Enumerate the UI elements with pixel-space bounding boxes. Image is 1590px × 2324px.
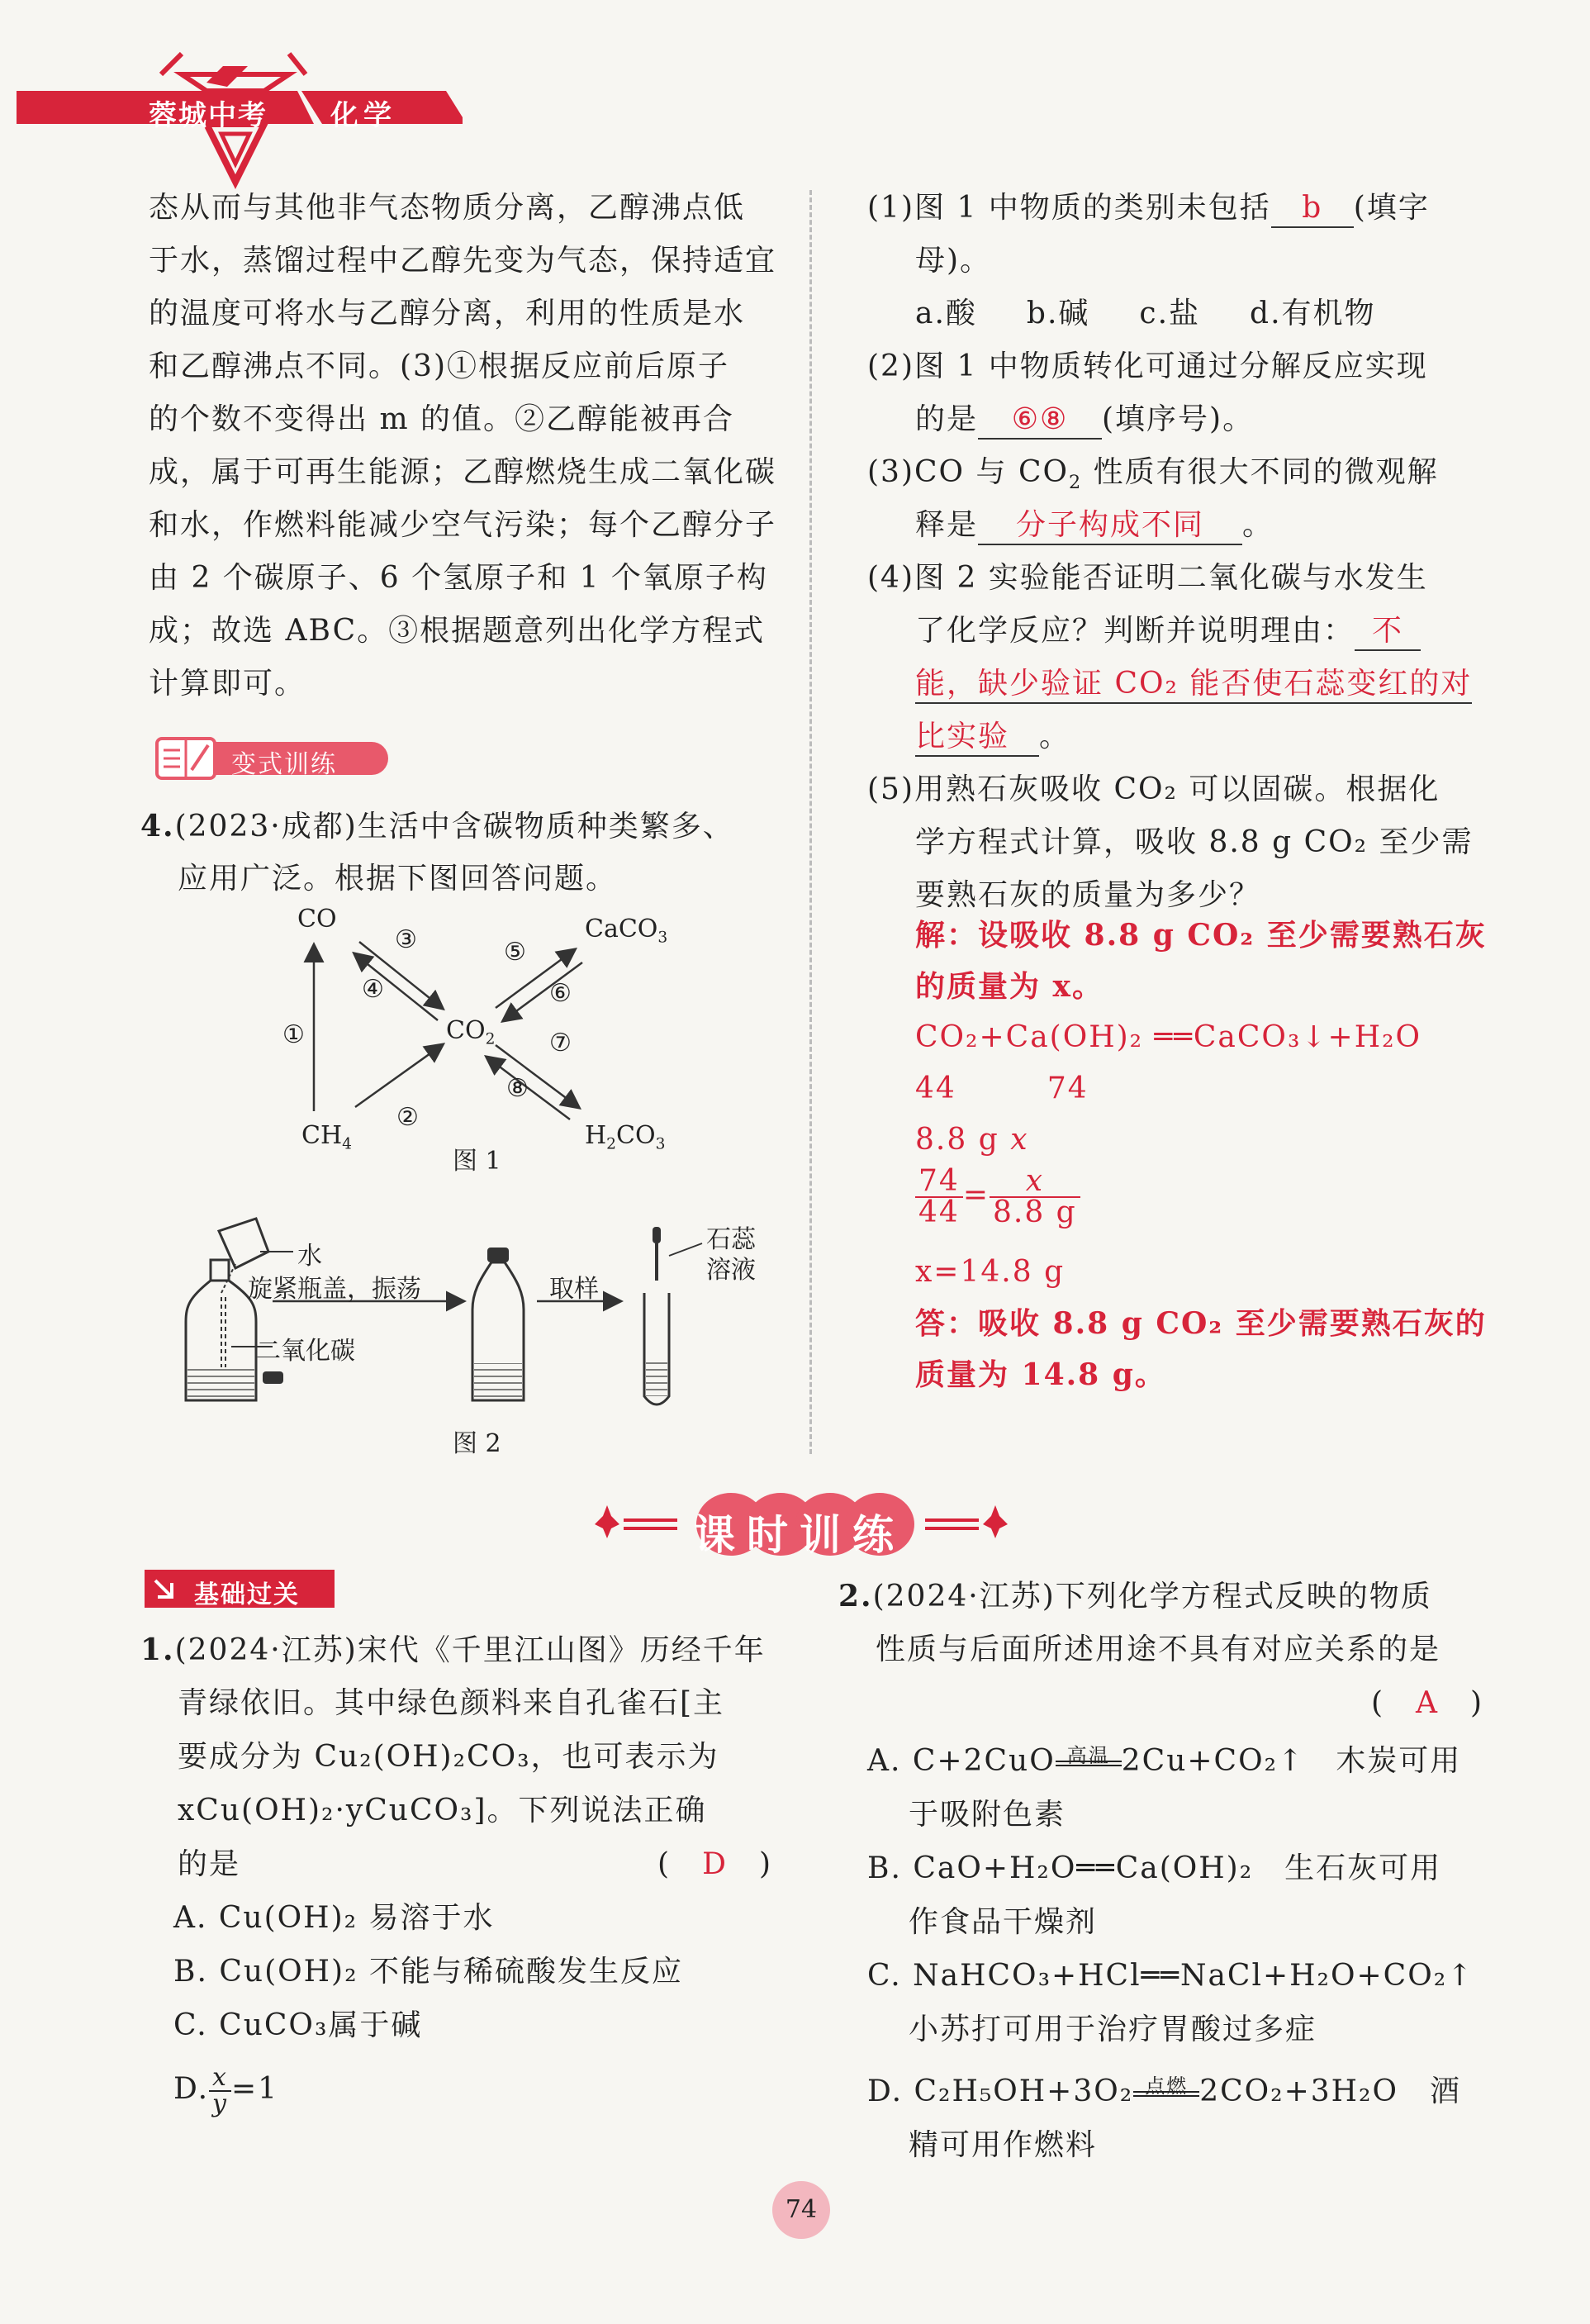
arrow-down-right-icon [151,1576,176,1601]
step-5-label: ⑤ [504,938,526,967]
text-line: 计算即可。 [149,667,306,701]
sample-label: 取样 [549,1275,599,1304]
question-2-option-c-cont: 小苏打可用于治疗胃酸过多症 [909,2013,1317,2046]
question-4-number: 4. [140,809,175,844]
question-1-option-b: B. Cu(OH)₂ 不能与稀硫酸发生反应 [173,1955,683,1989]
option-d: d.有机物 [1250,297,1376,330]
q4-part5-cont2: 要熟石灰的质量为多少？ [915,878,1261,912]
banner-title: 课时训练 [694,1511,905,1559]
step-6-label: ⑥ [549,979,572,1008]
q4-part4-answer-end: 比实验 。 [915,719,1070,757]
text-line: 成，属于可再生能源；乙醇燃烧生成二氧化碳 [149,455,777,489]
answer-line-2: 质量为 14.8 g。 [915,1357,1166,1392]
answer-line-1: 答：吸收 8.8 g CO₂ 至少需要熟石灰的 [915,1306,1487,1341]
ch4-label: $CH_4$ [301,1121,352,1153]
step-4-label: ④ [362,975,384,1004]
option-c: c.盐 [1139,297,1201,330]
figure-2-caption: 图 2 [453,1429,501,1458]
q4-part1-cont: 母)。 [915,244,992,278]
question-2-answer: A [1416,1686,1440,1720]
experiment-illustration [173,1214,768,1421]
figure-1 [273,905,702,1177]
question-2-option-d-cont: 精可用作燃料 [909,2128,1098,2162]
header [0,41,463,198]
text-line: 成；故选 ABC。③根据题意列出化学方程式 [149,614,766,648]
solution-line-1: 解：设吸收 8.8 g CO₂ 至少需要熟石灰 [915,918,1487,953]
q4-part3-cont: 释是 分子构成不同 。 [915,507,1274,545]
question-1-option-c: C. CuCO₃属于碱 [173,2008,423,2042]
caco3-label: CaCO$_3$ [585,915,668,947]
co2-gas-label: 二氧化碳 [256,1337,355,1366]
question-1-option-a: A. Cu(OH)₂ 易溶于水 [173,1901,495,1935]
question-2-answer-paren: ( A ) [1371,1686,1484,1720]
question-4-stem [140,808,734,845]
solution-line-2: 的质量为 x。 [915,969,1104,1004]
brand-name: 蓉城中考 [149,99,268,132]
q4-part4-cont: 了化学反应？判断并说明理由： 不 [915,613,1421,651]
question-2-option-d: D. C₂H₅OH+3O₂ 点燃 2CO₂+3H₂O 酒 [867,2074,1462,2108]
figure-2 [173,1214,768,1421]
question-1-line-4: xCu(OH)₂·yCuCO₃]。下列说法正确 [178,1794,707,1827]
variant-training-badge [149,737,396,780]
question-2-line-2: 性质与后面所述用途不具有对应关系的是 [876,1633,1441,1666]
lesson-training-banner [578,1487,1024,1561]
text-line: 和水，作燃料能减少空气污染；每个乙醇分子 [149,508,777,542]
question-2-option-a: A. C+2CuO 高温 2Cu+CO₂↑ 木炭可用 [867,1743,1462,1778]
question-1-answer: D [702,1847,728,1881]
question-1-line-2: 青绿依旧。其中绿色颜料来自孔雀石[主 [178,1686,725,1720]
water-label: 水 [297,1242,322,1271]
answer-blank: 分子构成不同 [978,507,1242,545]
stem-text: (2023·成都)生活中含碳物质种类繁多、 [174,810,734,844]
co2-label: $CO_2$ [446,1016,496,1048]
subject-label: 化学 [330,99,396,132]
question-1-number: 1. [140,1633,175,1667]
q4-part2: (2)图 1 中物质转化可通过分解反应实现 [867,349,1428,383]
q4-part5-cont: 学方程式计算，吸收 8.8 g CO₂ 至少需 [915,825,1474,859]
option-b: b.碱 [1026,297,1090,330]
text-line: 和乙醇沸点不同。(3)①根据反应前后原子 [149,349,729,383]
variant-training-label: 变式训练 [231,750,337,779]
text-line: 态从而与其他非气态物质分离，乙醇沸点低 [149,191,746,225]
litmus-label-2: 溶液 [706,1256,756,1285]
question-2-stem: 2.(2024·江苏)下列化学方程式反映的物质 [838,1579,1432,1613]
answer-blank: 不 [1355,613,1421,651]
h2co3-label: $H_2CO_3$ [585,1121,666,1153]
q4-part1: (1)图 1 中物质的类别未包括 b (填字 [867,190,1430,228]
question-1-line-3: 要成分为 Cu₂(OH)₂CO₃，也可表示为 [178,1740,719,1774]
molar-mass-row: 44 74 [915,1072,1089,1105]
q4-part3: (3)CO 与 $CO_2$ 性质有很大不同的微观解 [867,455,1439,493]
text-line: 的个数不变得出 m 的值。②乙醇能被再合 [149,402,735,436]
page-number-text: 74 [785,2195,818,2224]
question-2-option-a-cont: 于吸附色素 [909,1798,1066,1832]
mass-row: 8.8 g x [915,1123,1029,1157]
text-line: 于水，蒸馏过程中乙醇先变为气态，保持适宜 [149,244,777,278]
question-2-option-c: C. NaHCO₃+HCl══NaCl+H₂O+CO₂↑ [867,1959,1474,1993]
step-2-label: ② [396,1103,419,1132]
chemical-equation: CO₂+Ca(OH)₂ ══CaCO₃↓+H₂O [915,1020,1422,1054]
basic-section-badge [145,1570,335,1608]
q4-part5: (5)用熟石灰吸收 CO₂ 可以固碳。根据化 [867,772,1440,806]
q4-part2-cont: 的是 ⑥⑧ (填序号)。 [915,402,1254,440]
co-label: CO [297,905,337,934]
q4-part4: (4)图 2 实验能否证明二氧化碳与水发生 [867,561,1428,595]
text-line: 由 2 个碳原子、6 个氢原子和 1 个氧原子构 [149,561,768,595]
column-divider [809,190,812,1454]
step-3-label: ③ [395,925,417,954]
answer-blank: b [1271,190,1354,228]
step-1-label: ① [282,1020,305,1049]
question-2-option-b-cont: 作食品干燥剂 [909,1905,1098,1939]
question-1-stem: 1.(2024·江苏)宋代《千里江山图》历经千年 [140,1633,766,1667]
q4-part1-options [915,296,1376,332]
q4-part4-answer: 能，缺少验证 CO₂ 能否使石蕊变红的对 [915,666,1472,704]
question-4-stem-2: 应用广泛。根据下图回答问题。 [178,862,618,896]
question-2-option-b: B. CaO+H₂O══Ca(OH)₂ 生石灰可用 [867,1851,1442,1885]
figure-1-caption: 图 1 [453,1147,501,1176]
step-7-label: ⑦ [549,1029,572,1057]
page-number [772,2181,830,2239]
basic-section-label: 基础过关 [194,1580,300,1609]
proportion-equation: $\frac{74}{44}$ = $\frac{x}{8.8 g}$ [915,1167,1080,1241]
answer-blank: ⑥⑧ [978,402,1102,440]
option-a: a.酸 [915,297,977,330]
step-8-label: ⑧ [506,1074,529,1103]
question-1-option-d: D. $\frac{x}{y}$ =1 [173,2063,279,2118]
shake-label: 旋紧瓶盖，振荡 [248,1275,421,1304]
text-line: 的温度可将水与乙醇分离，利用的性质是水 [149,297,746,330]
question-2-number: 2. [838,1579,873,1613]
question-1-line-5: 的是 ( D ) [178,1847,772,1881]
result-line: x=14.8 g [915,1255,1066,1289]
litmus-label-1: 石蕊 [706,1225,756,1254]
